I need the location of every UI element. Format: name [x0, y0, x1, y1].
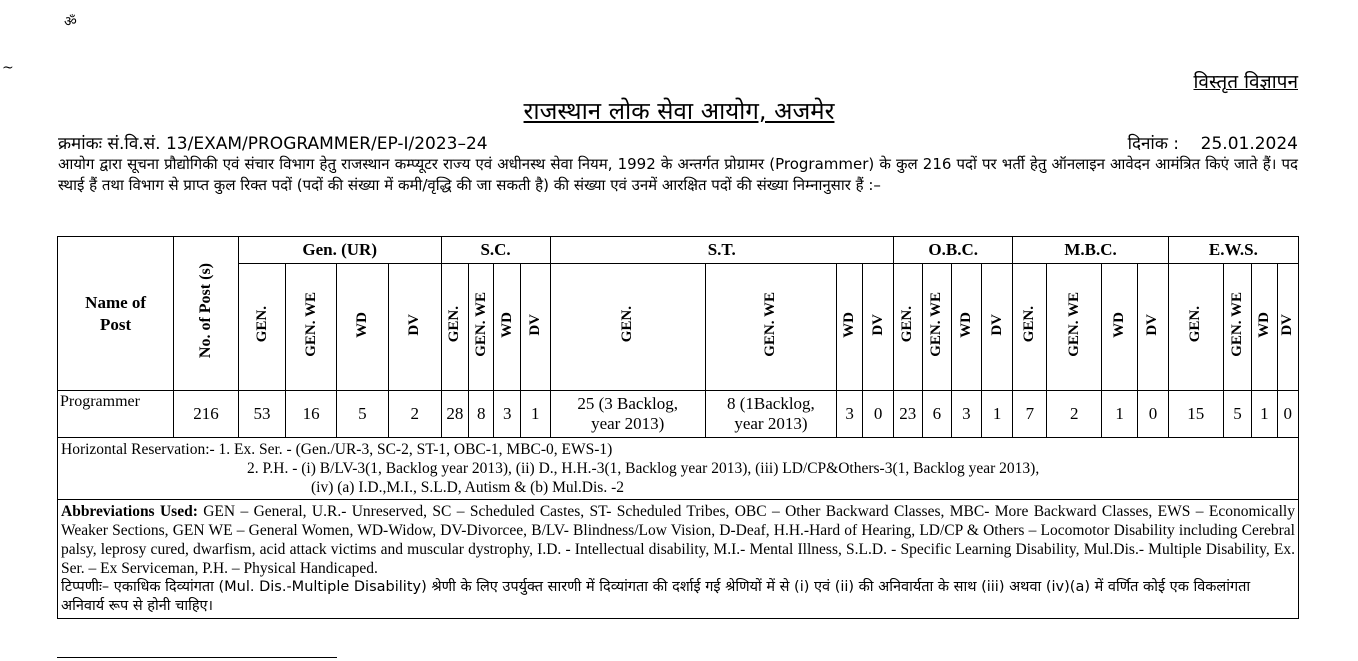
no-of-posts-header: No. of Post (s): [174, 237, 238, 391]
abbreviations-section: [58, 500, 1299, 619]
intro-paragraph: आयोग द्वारा सूचना प्रौद्योगिकी एवं संचार विभाग हेतु राजस्थान कम्प्यूटर राज्य एवं अधीनस्थ सेवा नियम, 1992 के अन्तर्गत प्रोग्रामर (Programmer) के कुल 216 पदों पर भर्ती हेतु ऑनलाइन आवेदन आमंत्रित किएं जाते हैं। पद स्थाई हैं तथा विभाग से प्राप्त कुल रिक्त पदों (पदों की संख्या में कमी/वृद्धि की जा सकती है) की संख्या एवं उनमें आरक्षित पदों की संख्या निम्नानुसार हैं :–: [58, 155, 1298, 194]
subheader-dv: DV: [520, 264, 550, 391]
post-name-cell: Programmer: [58, 391, 174, 438]
date: [1128, 131, 1298, 154]
gen-gen-cell: 53: [238, 391, 286, 438]
group-header-sc: S.C.: [441, 237, 550, 264]
ews-gen-cell: 15: [1168, 391, 1223, 438]
group-header-obc: O.B.C.: [894, 237, 1013, 264]
gen-we-cell: 16: [286, 391, 337, 438]
sc-dv-cell: 1: [520, 391, 550, 438]
subheader-dv: DV: [863, 264, 894, 391]
subheader-dv: DV: [388, 264, 441, 391]
date-value: 25.01.2024: [1200, 134, 1298, 154]
subheader-gen-we: GEN. WE: [469, 264, 494, 391]
obc-we-cell: 6: [922, 391, 952, 438]
subheader-gen: GEN.: [894, 264, 923, 391]
subheader-dv: DV: [1138, 264, 1169, 391]
total-posts-cell: 216: [174, 391, 238, 438]
table-row: [58, 391, 1299, 438]
st-gen-cell: 25 (3 Backlog, year 2013): [550, 391, 705, 438]
ews-dv-cell: 0: [1277, 391, 1298, 438]
subheader-gen-we: GEN. WE: [922, 264, 952, 391]
abbreviations-label: Abbreviations Used:: [61, 503, 198, 520]
reference-number: क्रमांकः सं.वि.सं. 13/EXAM/PROGRAMMER/EP-I/2023–24: [58, 134, 488, 154]
subheader-gen-we: GEN. WE: [705, 264, 836, 391]
page-title: राजस्थान लोक सेवा आयोग, अजमेर: [523, 97, 835, 125]
subheader-gen: GEN.: [238, 264, 286, 391]
sc-we-cell: 8: [469, 391, 494, 438]
subheader-gen-we: GEN. WE: [286, 264, 337, 391]
corner-mark-dash: ~: [2, 60, 14, 76]
gen-wd-cell: 5: [337, 391, 389, 438]
gen-dv-cell: 2: [388, 391, 441, 438]
group-header-gen: Gen. (UR): [238, 237, 441, 264]
subheader-dv: DV: [981, 264, 1013, 391]
vacancy-table: [57, 236, 1299, 619]
date-label: दिनांक :: [1127, 134, 1180, 154]
subheader-gen-we: GEN. WE: [1047, 264, 1102, 391]
horizontal-reservation: Horizontal Reservation:- 1. Ex. Ser. - (Gen./UR-3, SC-2, ST-1, OBC-1, MBC-0, EWS-1) 2. P.H. - (i) B/LV-3(1, Backlog year 2013), (ii) D., H.H.-3(1, Backlog year 2013), (iii) LD/CP&Others-3(1, Backlog year 2013), (iv) (a) I.D.,M.I., S.L.D, Autism & (b) Mul.Dis. -2: [58, 438, 1299, 500]
subheader-gen: GEN.: [550, 264, 705, 391]
group-header-st: S.T.: [550, 237, 894, 264]
st-we-cell: 8 (1Backlog, year 2013): [705, 391, 836, 438]
ews-we-cell: 5: [1223, 391, 1252, 438]
note-text: टिप्पणीः– एकाधिक दिव्यांगता (Mul. Dis.-Multiple Disability) श्रेणी के लिए उपर्युक्त सारणी में दिव्यांगता की दर्शाई गई श्रेणियों में से (i) एवं (ii) की अनिवार्यता के साथ (iii) अथवा (iv)(a) में वर्णित कोई एक विकलांगता अनिवार्य रूप से होनी चाहिए।: [61, 579, 1251, 614]
mbc-wd-cell: 1: [1102, 391, 1138, 438]
sc-wd-cell: 3: [494, 391, 520, 438]
mbc-gen-cell: 7: [1013, 391, 1047, 438]
subheader-wd: WD: [337, 264, 389, 391]
footer-rule: [57, 657, 337, 658]
subheader-wd: WD: [952, 264, 982, 391]
obc-gen-cell: 23: [894, 391, 923, 438]
mbc-we-cell: 2: [1047, 391, 1102, 438]
corner-mark-om: ॐ: [64, 14, 77, 30]
subheader-wd: WD: [494, 264, 520, 391]
subheader-gen: GEN.: [1013, 264, 1047, 391]
subheader-gen-we: GEN. WE: [1223, 264, 1252, 391]
subheader-wd: WD: [1102, 264, 1138, 391]
detailed-advertisement-label: विस्तृत विज्ञापन: [1193, 71, 1298, 93]
st-wd-cell: 3: [836, 391, 862, 438]
abbreviations-text: GEN – General, U.R.- Unreserved, SC – Scheduled Castes, ST- Scheduled Tribes, OBC – Other Backward Classes, MBC- More Backward Classes, EWS – Economically Weaker Sections, GEN WE – General Women, WD-Widow, DV-Divorcee, B/LV- Blindness/Low Vision, D-Deaf, H.H.-Hard of Hearing, LD/CP & Others – Locomotor Disability including Cerebral palsy, leprosy cured, dwarfism, acid attack victims and muscular dystrophy, I.D. - Intellectual disability, M.I.- Mental Illness, S.L.D. - Specific Learning Disability, Mul.Dis.- Multiple Disability, Ex. Ser. – Ex Serviceman, P.H. – Physical Handicaped.: [61, 503, 1295, 577]
subheader-gen: GEN.: [1168, 264, 1223, 391]
subheader-dv: DV: [1277, 264, 1298, 391]
group-header-mbc: M.B.C.: [1013, 237, 1168, 264]
subheader-wd: WD: [1252, 264, 1277, 391]
obc-wd-cell: 3: [952, 391, 982, 438]
st-dv-cell: 0: [863, 391, 894, 438]
ews-wd-cell: 1: [1252, 391, 1277, 438]
subheader-gen: GEN.: [441, 264, 468, 391]
obc-dv-cell: 1: [981, 391, 1013, 438]
name-of-post-header: Name of Post: [58, 237, 174, 391]
sc-gen-cell: 28: [441, 391, 468, 438]
mbc-dv-cell: 0: [1138, 391, 1169, 438]
subheader-wd: WD: [836, 264, 862, 391]
group-header-ews: E.W.S.: [1168, 237, 1298, 264]
